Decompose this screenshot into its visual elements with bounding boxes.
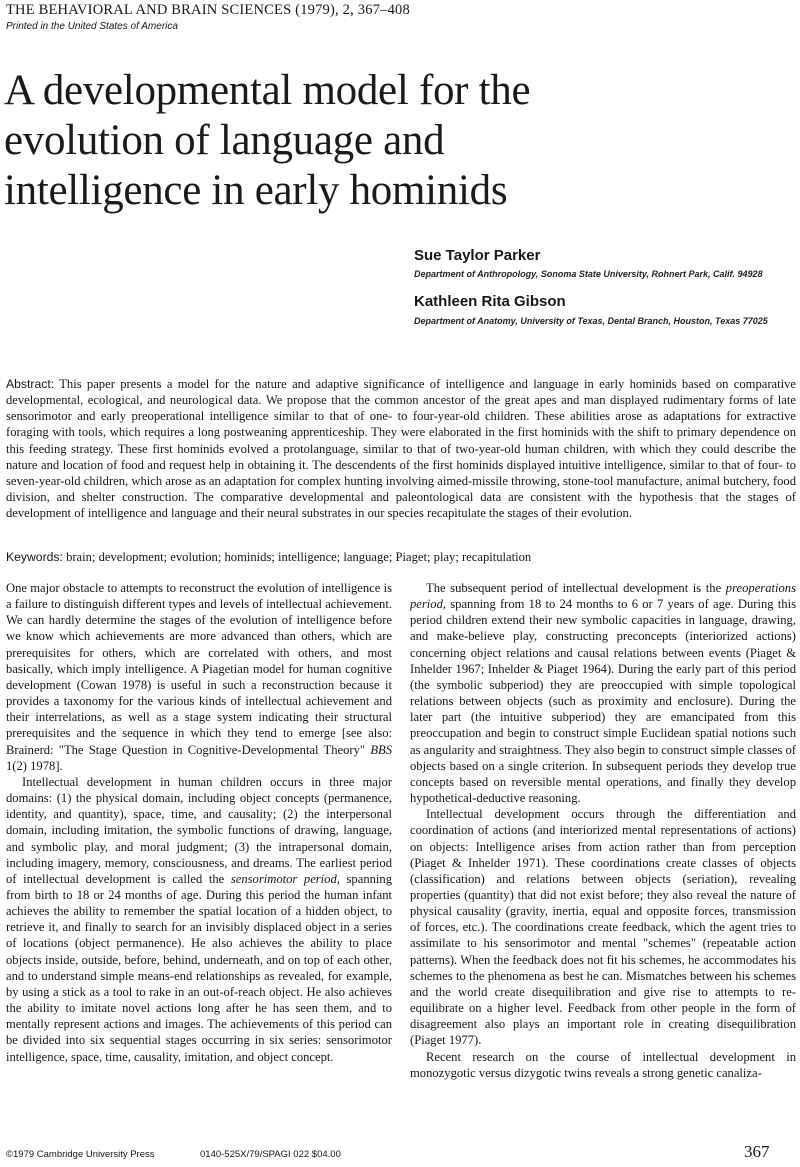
body-paragraph: One major obstacle to attempts to reconstruct the evolution of intelligence is a failure to distinguish different types and levels of intellectual achievement. We can hardly determine the stages of the evolution of intelligence before we know which achievements are more advanced than others, which are prerequisites for others, which are correlated with others, and most basically, which imply intelligence. A Piagetian model for human cognitive development (Cowan 1978) is useful in such a reconstruction because it provides a taxonomy for the various kinds of intellectual achievement and their interrelations, as well as a stage system indicating their structural prerequisites and the sequence in which they tend to emerge [see also: Brainerd: "The Stage Question in Cognitive-Developmental Theory" BBS 1(2) 1978]. bbox=[6, 581, 392, 773]
keywords-label: Keywords: bbox=[6, 550, 63, 564]
body-paragraph: Intellectual development occurs through the differentiation and coordination of actions (and interiorized mental representations of actions) on objects: Intelligence arises from action rather than from perception (Piaget & Inhelder 1971). These coordinations create classes of objects (classification) and relations between objects (seriation), revealing properties (quantity) that did not exist before; they also reveal the nature of physical causality (gravity, inertia, equal and opposite forces, transmission of forces, etc.). The coordinations create feedback, which the agent tries to assimilate to his sensorimotor and mental "schemes" (repeatable action patterns). When the feedback does not fit his schemes, he accommodates his schemes to the phenomena as best he can. Mismatches between his schemes and the world create disequilibration and give rise to attempts to re-equilibrate on a higher level. Feedback from other people in the form of disagreement also plays an important role in creating disequilibration (Piaget 1977). bbox=[410, 807, 796, 1048]
body-paragraph: The subsequent period of intellectual development is the preoperations period, spanning from 18 to 24 months to 6 or 7 years of age. During this period children extend their new symbolic capacities in language, drawing, and make-believe play, constructing preconcepts (interiorized actions) concerning object relations and causal relations between events (Piaget & Inhelder 1967; Inhelder & Piaget 1964). During the early part of this period (the symbolic subperiod) they are preoccupied with simple topological relations between objects (such as proximity and enclosure). During the later part (the intuitive subperiod) they are emancipated from this preoccupation and begin to construct simple Euclidean spatial notions such as angularity and straightness. They also begin to construct simple classes of objects based on a single criterion. In subsequent periods they develop true concepts based on reversible mental operations, and finally they develop hypothetical-deductive reasoning. bbox=[410, 581, 796, 806]
title-line: evolution of language and bbox=[4, 117, 445, 164]
author-name: Sue Taylor Parker bbox=[414, 247, 541, 264]
title-line: A developmental model for the bbox=[4, 67, 531, 114]
article-title bbox=[4, 66, 644, 216]
title-line: intelligence in early hominids bbox=[4, 167, 508, 214]
journal-header: THE BEHAVIORAL AND BRAIN SCIENCES (1979), 2, 367–408 bbox=[6, 2, 410, 18]
author-affiliation: Department of Anatomy, University of Texas, Dental Branch, Houston, Texas 77025 bbox=[414, 316, 768, 326]
keywords bbox=[6, 549, 796, 565]
body-paragraph: Recent research on the course of intellectual development in monozygotic versus dizygotic twins reveals a strong genetic canaliza- bbox=[410, 1049, 796, 1080]
copyright-notice: ©1979 Cambridge University Press bbox=[6, 1149, 155, 1160]
publication-code: 0140-525X/79/SPAGI 022 $04.00 bbox=[200, 1149, 341, 1160]
printed-notice: Printed in the United States of America bbox=[6, 21, 178, 32]
author-name: Kathleen Rita Gibson bbox=[414, 293, 566, 310]
keywords-text: brain; development; evolution; hominids; intelligence; language; Piaget; play; recapitulation bbox=[66, 550, 532, 564]
page-number: 367 bbox=[744, 1142, 770, 1161]
abstract bbox=[6, 376, 796, 521]
body-column-left bbox=[6, 580, 392, 1065]
body-paragraph: Intellectual development in human children occurs in three major domains: (1) the physical domain, including object concepts (permanence, identity, and quantity), space, time, and causality; (2) the interpersonal domain, including imitation, the symbolic functions of drawing, language, and symbolic play, and moral judgment; (3) the intrapersonal domain, including imagery, memory, consciousness, and dreams. The earliest period of intellectual development is called the sensorimotor period, spanning from birth to 18 or 24 months of age. During this period the human infant achieves the ability to remember the spatial location of a hidden object, to retrieve it, and finally to search for an invisibly displaced object in a series of locations (object permanence). He also achieves the ability to place objects inside, outside, before, behind, underneath, and on top of each other, and to understand simple means-end relationships as revealed, for example, by using a stick as a tool to rake in an out-of-reach object. He also achieves the ability to imitate novel actions long after he has seen them, and to mentally represent actions and images. The achievements of this period can be divided into six sequential stages occurring in six series: sensorimotor intelligence, space, time, causality, imitation, and object concept. bbox=[6, 774, 393, 1064]
body-column-right bbox=[410, 580, 796, 1081]
abstract-text: This paper presents a model for the nature and adaptive significance of intelligence and language in early hominids based on comparative developmental, ecological, and neurological data. We propose that the common ancestor of the great apes and man displayed rudimentary forms of late sensorimotor and early preoperational intelligence similar to that of one- to four-year-old children. These abilities arose as adaptations for extractive foraging with tools, which requires a long postweaning apprenticeship. They were elaborated in the first hominids with the shift to primary dependence on this feeding strategy. These first hominids evolved a protolanguage, similar to that of two-year-old human children, with which they could describe the nature and location of food and request help in obtaining it. The descendents of the first hominids displayed intuitive intelligence, similar to that of four- to seven-year-old children, which arose as an adaptation for complex hunting involving aimed-missile throwing, stone-tool manufacture, animal butchery, food division, and shelter construction. The comparative developmental and paleontological data are consistent with the hypothesis that the stages of development of intelligence and language and their neural substrates in our species recapitulate the stages of their evolution. bbox=[6, 377, 796, 521]
author-affiliation: Department of Anthropology, Sonoma State University, Rohnert Park, Calif. 94928 bbox=[414, 269, 763, 279]
abstract-label: Abstract: bbox=[6, 377, 55, 391]
